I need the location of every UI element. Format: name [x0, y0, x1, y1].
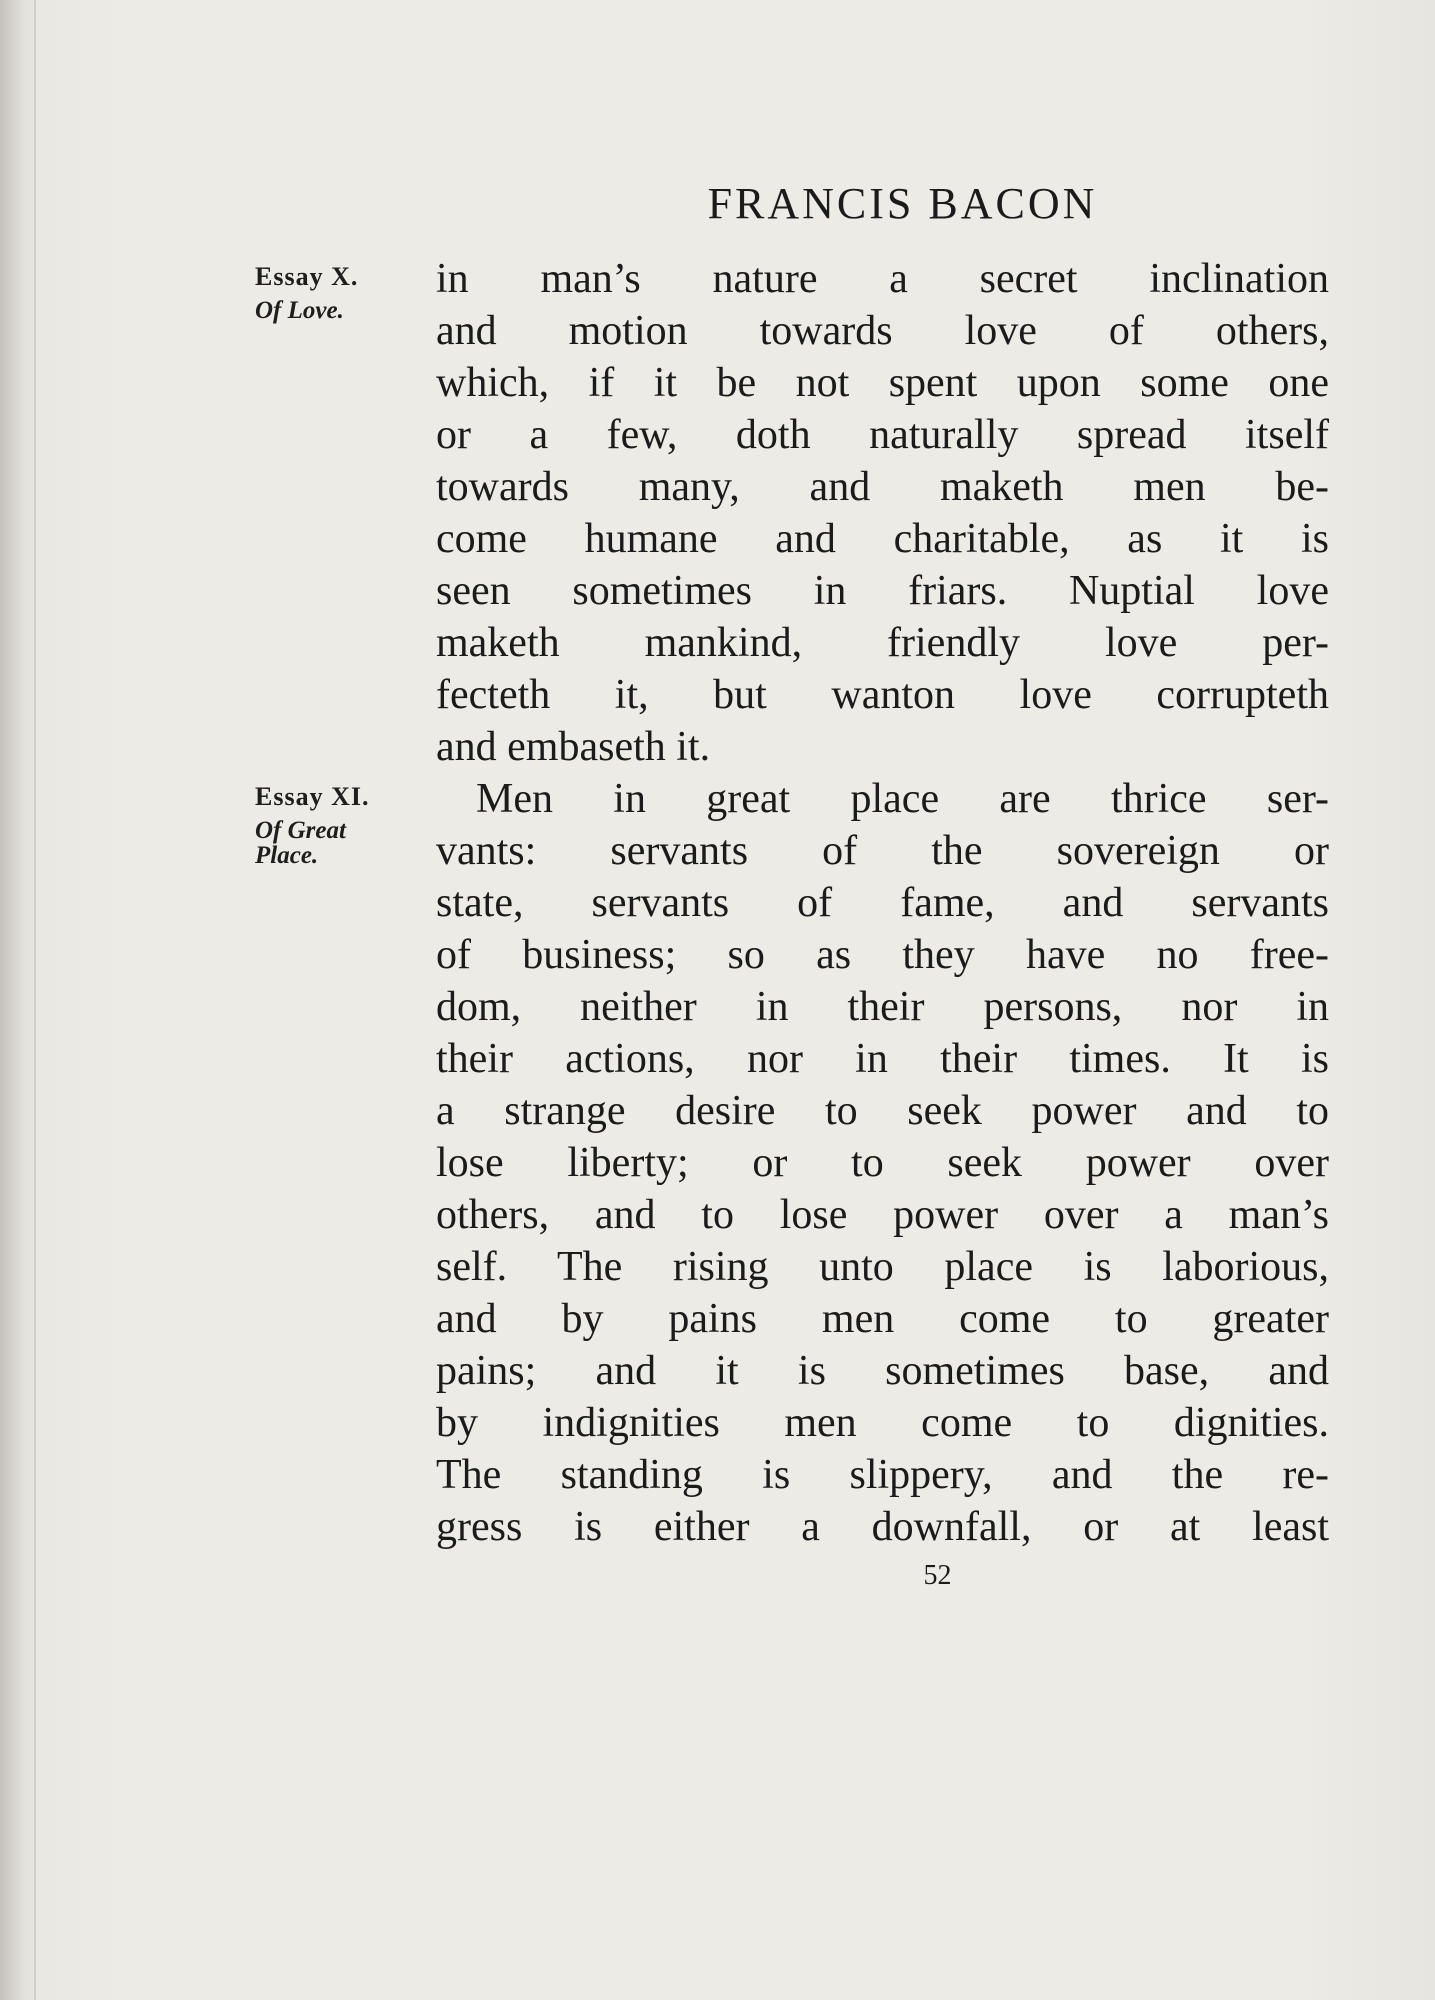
text-line: lose liberty; or to seek power over [436, 1140, 1329, 1186]
page-gutter-edge [0, 0, 26, 2000]
text-line: and by pains men come to greater [436, 1296, 1329, 1342]
text-line: in man’s nature a secret inclination [436, 256, 1329, 302]
text-line: Men in great place are thrice ser- [476, 776, 1329, 822]
text-line: towards many, and maketh men be- [436, 464, 1329, 510]
text-line: maketh mankind, friendly love per- [436, 620, 1329, 666]
text-line: seen sometimes in friars. Nuptial love [436, 568, 1329, 614]
text-line: and embaseth it. [436, 724, 711, 770]
text-line: a strange desire to seek power and to [436, 1088, 1329, 1134]
text-line: of business; so as they have no free- [436, 932, 1329, 978]
running-head: FRANCIS BACON [707, 179, 1098, 228]
page-number: 52 [923, 1560, 952, 1591]
text-line: state, servants of fame, and servants [436, 880, 1329, 926]
text-line: gress is either a downfall, or at least [436, 1504, 1329, 1550]
essay-label: Essay XI. [255, 782, 370, 811]
margin-note-essay-x [255, 262, 358, 323]
text-line: vants: servants of the sovereign or [436, 828, 1329, 874]
text-line: self. The rising unto place is laborious, [436, 1244, 1329, 1290]
margin-note-essay-xi [255, 782, 369, 868]
essay-title: Of Great [255, 817, 346, 844]
essay-title: Of Love. [255, 297, 344, 324]
text-line: their actions, nor in their times. It is [436, 1036, 1329, 1082]
text-line: pains; and it is sometimes base, and [436, 1348, 1329, 1394]
body-text [436, 253, 1329, 1553]
text-line: others, and to lose power over a man’s [436, 1192, 1329, 1238]
text-line: which, if it be not spent upon some one [436, 360, 1329, 406]
gutter-line [34, 0, 36, 2000]
text-line: or a few, doth naturally spread itself [436, 412, 1329, 458]
text-line: come humane and charitable, as it is [436, 516, 1329, 562]
essay-label: Essay X. [255, 262, 359, 291]
text-line: fecteth it, but wanton love corrupteth [436, 672, 1329, 718]
text-line: and motion towards love of others, [436, 308, 1329, 354]
text-line: dom, neither in their persons, nor in [436, 984, 1329, 1030]
text-line: The standing is slippery, and the re- [436, 1452, 1329, 1498]
essay-title: Place. [255, 842, 319, 869]
text-line: by indignities men come to dignities. [436, 1400, 1329, 1446]
